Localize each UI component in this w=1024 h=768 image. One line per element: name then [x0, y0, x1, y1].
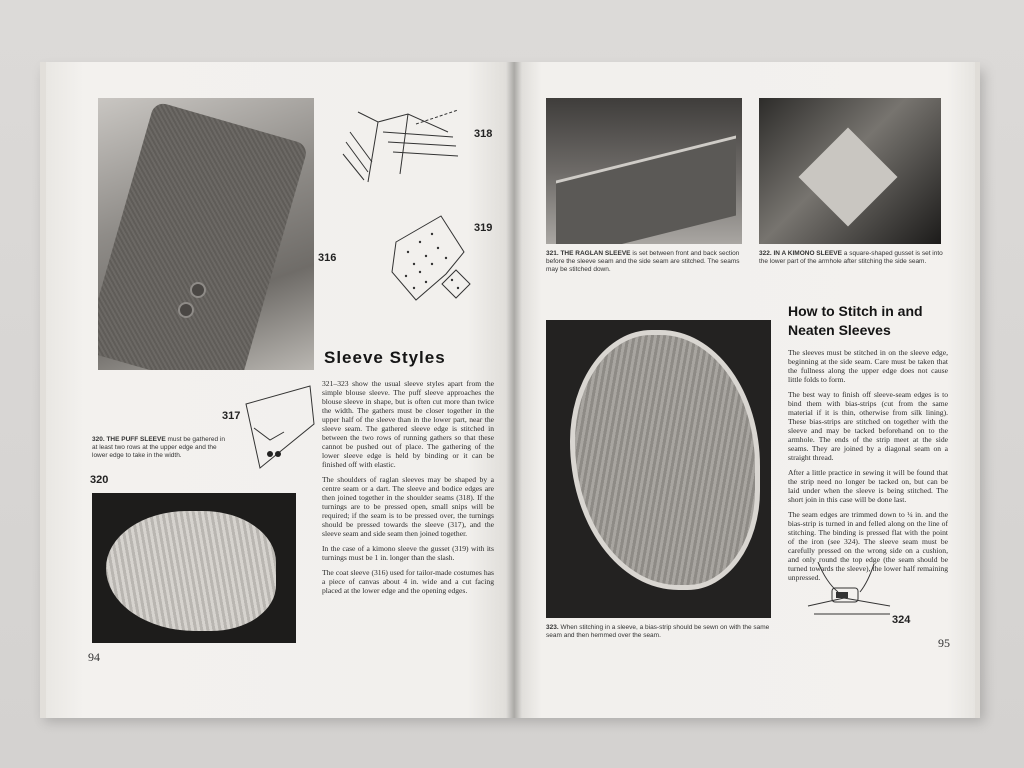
caption-320 [92, 436, 228, 460]
caption-320-label: 320. THE PUFF SLEEVE [92, 436, 166, 443]
figure-number-324: 324 [892, 614, 911, 626]
page-number-right: 95 [938, 636, 950, 650]
figure-number-316: 316 [318, 252, 337, 264]
heading-sleeve-styles: Sleeve Styles [324, 348, 446, 367]
open-book [40, 62, 980, 718]
drawing-raglan-seam [338, 102, 468, 184]
raglan-fold-shape [556, 136, 736, 244]
sleeve-binding-shape [570, 330, 760, 590]
figure-number-317: 317 [222, 410, 241, 422]
caption-323-text: When stitching in a sleeve, a bias-strip should be sewn on with the same seam and then hemmed over the seam. [546, 624, 770, 639]
left-page [40, 62, 514, 718]
caption-321-text: is set between front and back section before the sleeve seam and the side seam are stitched. The seams may be stitched down. [546, 250, 740, 273]
caption-323 [546, 624, 778, 640]
heading-line: How to Stitch in and [788, 303, 923, 319]
photo-stitching-sleeve [546, 320, 771, 618]
photo-kimono-gusset [759, 98, 941, 244]
figure-number-319: 319 [474, 222, 493, 234]
heading-stitch-neaten [788, 302, 923, 340]
caption-321 [546, 250, 742, 274]
paragraph: In the case of a kimono sleeve the gusset (319) with its turnings must be 1 in. longer than the slash. [322, 544, 494, 562]
drawing-kimono-gusset [386, 212, 476, 308]
sleeve-button [190, 282, 206, 298]
paragraph: 321–323 show the usual sleeve styles apart from the simple blouse sleeve. The puff sleeve approaches the blouse sleeve in shape, but is often cut more than twice the width. The gathers must be closer together in the upper half of the sleeve than in the lower part, near the sleeve seam. The gathered sleeve edge is stitched in between the two rows of running gathers so that these cannot be pushed out of place. The gathering of the lower sleeve edge is held by binding or it can be finished off with elastic. [322, 379, 494, 469]
caption-322-text: a square-shaped gusset is set into the lower part of the armhole after stitching the side seam. [759, 250, 943, 265]
figure-number-318: 318 [474, 128, 493, 140]
drawing-raglan-pressed [240, 384, 316, 472]
left-body-text [322, 379, 494, 601]
photo-coat-sleeve [98, 98, 314, 370]
book-gutter [506, 62, 522, 718]
caption-322-label: 322. IN A KIMONO SLEEVE [759, 250, 842, 257]
photo-raglan-sleeve [546, 98, 742, 244]
caption-322 [759, 250, 945, 266]
figure-number-320: 320 [90, 474, 109, 486]
heading-line: Neaten Sleeves [788, 322, 891, 338]
paragraph: The coat sleeve (316) used for tailor-made costumes has a piece of canvas about 4 in. wide and a cut facing placed at the lower edge and the opening edges. [322, 568, 494, 595]
caption-323-label: 323. [546, 624, 559, 631]
photo-puff-sleeve [92, 493, 296, 643]
paragraph: After a little practice in sewing it will be found that the strip need no longer be tacked on, but can be laid under when the sleeve is being stitched. The short join in this case will be done last. [788, 468, 948, 504]
paragraph: The best way to finish off sleeve-seam edges is to bind them with bias-strips (cut from the same material if it is thin, otherwise from silk lining). These bias-strips are stitched on together with the sleeve and may be tacked beforehand on to the armhole. The ends of the strip meet at the side seams. They are joined by a diagonal seam on a straight thread. [788, 390, 948, 462]
sleeve-button [178, 302, 194, 318]
puff-sleeve-shape [106, 511, 276, 631]
caption-320-text: must be gathered in at least two rows at the upper edge and the lower edge to take in the width. [92, 436, 225, 459]
page-number-left: 94 [88, 650, 100, 664]
paragraph: The sleeves must be stitched in on the sleeve edge, beginning at the side seam. Care must be taken that the fullness along the upper edge does not cause little folds to form. [788, 348, 948, 384]
drawing-iron-pressing [804, 552, 894, 622]
paragraph: The shoulders of raglan sleeves may be shaped by a centre seam or a dart. The sleeve and bodice edges are then joined together in the shoulder seams (318). If the turnings are to be pressed open, small snips will be required; if the seam is to be pressed over, the turnings should be pressed towards the sleeve (317), and the sleeve seam and side seam then joined together. [322, 475, 494, 538]
gusset-shape [799, 128, 898, 227]
paragraph: The seam edges are trimmed down to ¼ in. and the bias-strip is turned in and felled along on the line of stitching. The binding is pressed flat with the point of the iron (see 324). The sleeve seam must be carefully pressed on the wrong side on a cushion, and only round the top edge (the seam should be turned towards the sleeve), the lower half remaining unpressed. [788, 510, 948, 582]
caption-321-label: 321. THE RAGLAN SLEEVE [546, 250, 631, 257]
right-page [514, 62, 980, 718]
coat-sleeve-shape [98, 101, 309, 370]
